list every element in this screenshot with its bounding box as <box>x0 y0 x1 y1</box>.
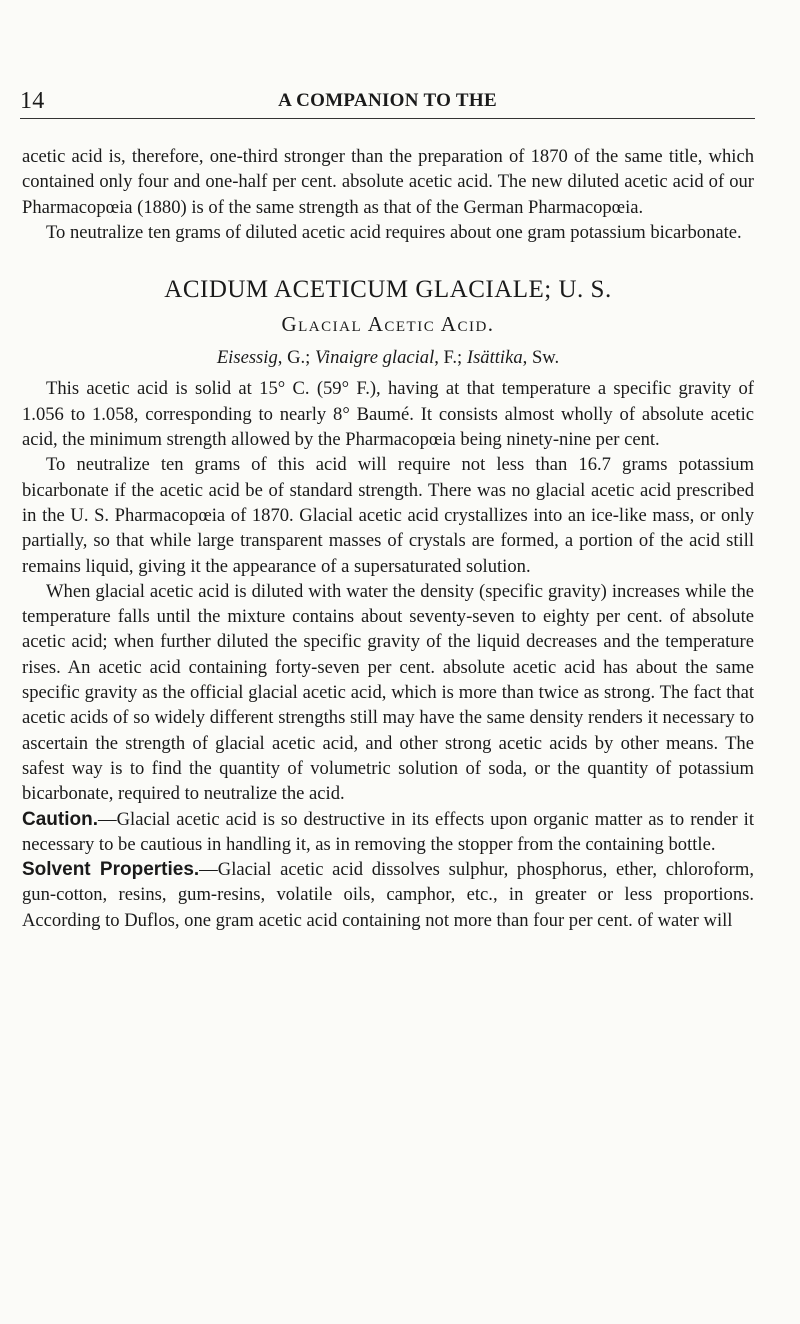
synonyms-line <box>22 345 754 370</box>
section-heading: ACIDUM ACETICUM GLACIALE; U. S. <box>164 276 612 304</box>
running-title: A COMPANION TO THE <box>278 90 497 111</box>
running-header <box>20 88 755 119</box>
synonym-french-lang: , F.; <box>434 347 467 369</box>
solvent-label: Solvent Properties. <box>22 859 200 881</box>
synonym-swedish: Isättika <box>466 347 523 369</box>
page-body <box>22 144 754 933</box>
paragraph-5: When glacial acetic acid is diluted with water the density (specific gravity) increases while the temperature falls until the mixture contains about seventy-seven to eighty per cent. of absolute acetic acid; when further diluted the specific gravity of the liquid decreases and the temperature rises. An acetic acid containing forty-seven per cent. absolute acetic acid has about the same specific gravity as the official glacial acetic acid, which is more than twice as strong. The fact that acetic acids of so widely different strengths still may have the same density renders it necessary to ascertain the strength of glacial acetic acid, and other strong acetic acids by other means. The safest way is to find the quantity of volumetric solution of soda, or the quantity of potassium bicarbonate, required to neutralize the acid. <box>22 580 754 805</box>
solvent-paragraph <box>22 857 754 933</box>
caution-text: —Glacial acetic acid is so destructive in its effects upon organic matter as to render it necessary to be cautious in handling it, as in removing the stopper from the containing bottle. <box>22 808 754 855</box>
section-subheading: Glacial Acetic Acid. <box>281 312 495 337</box>
synonym-german-lang: , G.; <box>277 347 315 369</box>
solvent-text: —Glacial acetic acid dissolves sulphur, phosphorus, ether, chloroform, gun-cotton, resins, gum-resins, volatile oils, camphor, etc., in greater or less proportions. According to Duflos, one gram acetic acid containing not more than four per cent. of water will <box>22 859 754 931</box>
caution-paragraph <box>22 807 754 858</box>
paragraph-2: To neutralize ten grams of diluted acetic acid requires about one gram potassium bicarbonate. <box>46 221 742 243</box>
synonym-german: Eisessig <box>216 347 278 369</box>
synonym-swedish-lang: , Sw. <box>522 347 560 369</box>
paragraph-1: acetic acid is, therefore, one-third stronger than the preparation of 1870 of the same title, which contained only four and one-half per cent. absolute acetic acid. The new diluted acetic acid of our Pharmacopœia (1880) is of the same strength as that of the German Pharmacopœia. <box>22 146 754 218</box>
caution-label: Caution. <box>22 808 98 830</box>
page-number: 14 <box>20 88 45 114</box>
paragraph-3: This acetic acid is solid at 15° C. (59° F.), having at that temperature a specific gravity of 1.056 to 1.058, corresponding to nearly 8° Baumé. It consists almost wholly of absolute acetic acid, the minimum strength allowed by the Pharmacopœia being ninety-nine per cent. <box>22 378 754 451</box>
synonym-french: Vinaigre glacial <box>314 347 435 369</box>
paragraph-4: To neutralize ten grams of this acid will require not less than 16.7 grams potassium bicarbonate if the acetic acid be of standard strength. There was no glacial acetic acid prescribed in the U. S. Pharmacopœia of 1870. Glacial acetic acid crystallizes into an ice-like mass, or only partially, so that while large transparent masses of crystals are formed, a portion of the acid still remains liquid, giving it the appearance of a supersaturated solution. <box>22 454 754 577</box>
